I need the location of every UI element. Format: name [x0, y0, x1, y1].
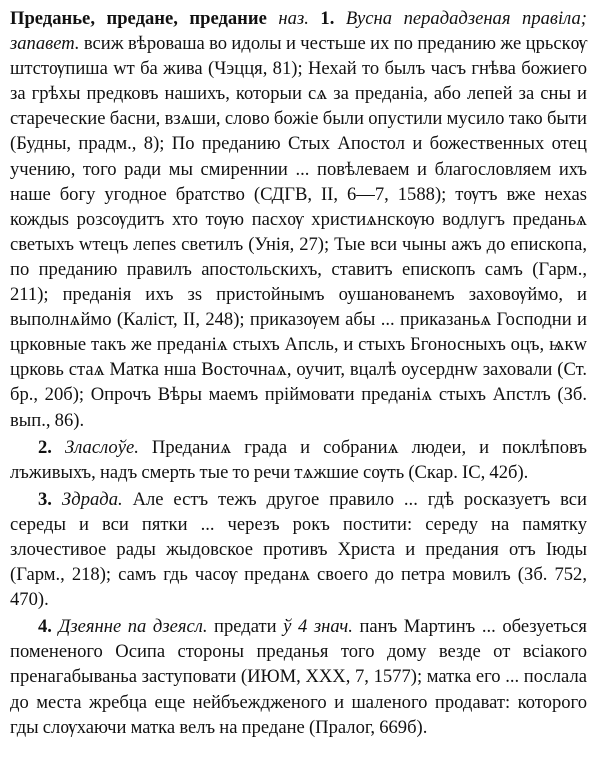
- sense-3: [10, 487, 587, 612]
- headword: Преданье, предане, предание: [10, 8, 267, 29]
- sense-text: панъ Мартинъ ... обезуеться помененого Осипа стороны преданья того дому везде от всiакого пренагабываньа заступовати (ИЮМ, XXX, 7, 1577); матка его ... послала до места жребца еще нейбъеждженого и шаленого продават: которого гды слѹхаючи матка велъ на предане (Пралог, 669б).: [10, 616, 587, 738]
- sense-text: Але естъ тежъ другое правило ... гдѣ росказуетъ вси середы и вси пятки ... черезъ рокъ постити: середу на памятку злочестивое рады жыдовское противъ Христа и предания отъ Іюды (Гарм., 218); самъ гдь часѹ преданѧ своего до петра мовилъ (Зб. 752, 470).: [10, 488, 587, 611]
- sense-4: [10, 614, 587, 739]
- sense-text: Преданиѧ града и собраниѧ людеи, и поклѣповъ лъживыхъ, надъ смерть тые то речи тѧжшие сѹть (Скар. ІС, 42б).: [10, 436, 587, 483]
- part-of-speech: наз.: [278, 8, 309, 29]
- sense-gloss: Дзеянне па дзеясл.: [58, 616, 208, 638]
- sense-text-before-ref: предати: [207, 616, 284, 638]
- sense-text: всиж вѣроваша во идолы и честьше их по преданию же црьскѹ штстѹпиша wт ба жива (Чэцця, 81); Нехай то былъ часъ гнѣва божиего за грѣхы предковъ нашихъ, которыи сѧ за преданiа, або лепей за сны и стареческие басни, взѧши, слово божiе были опустили мусило тако быти (Будны, прадм., 8); По преданию Стых Апостол и божественных отец учению, того ради мы смиреннии ... повѣлеваем и благословляем ихъ наше богу угодное братство (СДГВ, II, 6—7, 1588); тѹтъ вже нехаs кождыs розсѹдитъ хто тѹю пасхѹ христиѧнскѹю водлугъ преданьѧ светыхъ wтецъ лепеs светилъ (Унія, 27); Тые вси чыны ажъ до епископа, по преданию правилъ апостольскихъ, ставитъ епископъ самъ (Гарм., 211); преданiя ихъ зs пристойнымъ оушанованемъ заховѹймо, и выполнѧймо (Каліст, II, 248); приказѹем абы ... приказаньѧ Господни и црковные такъ же преданiѧ стыхъ Апсль, и стыхъ Бгоносныхъ оцъ, ѩкw црковь стаѧ Матка нша Восточнаѧ, оучит, вцалѣ оусерднw заховали (Ст. бр., 20б); Опрочъ Вѣры маемъ прiймовати преданiѧ стыхъ Апстлъ (Зб. вып., 86).: [10, 33, 587, 431]
- sense-gloss: Зласлоўе.: [64, 436, 139, 458]
- sense-2: [10, 435, 587, 485]
- sense-number: 4.: [38, 616, 52, 638]
- sense-number: 1.: [320, 8, 335, 29]
- sense-number: 3.: [38, 488, 52, 510]
- sense-gloss: Вусна перададзеная правіла; запавет.: [10, 8, 587, 55]
- sense-1: [10, 6, 587, 433]
- cross-reference: ў 4 знач.: [283, 616, 353, 638]
- sense-number: 2.: [38, 436, 52, 458]
- sense-gloss: Здрада.: [61, 488, 123, 510]
